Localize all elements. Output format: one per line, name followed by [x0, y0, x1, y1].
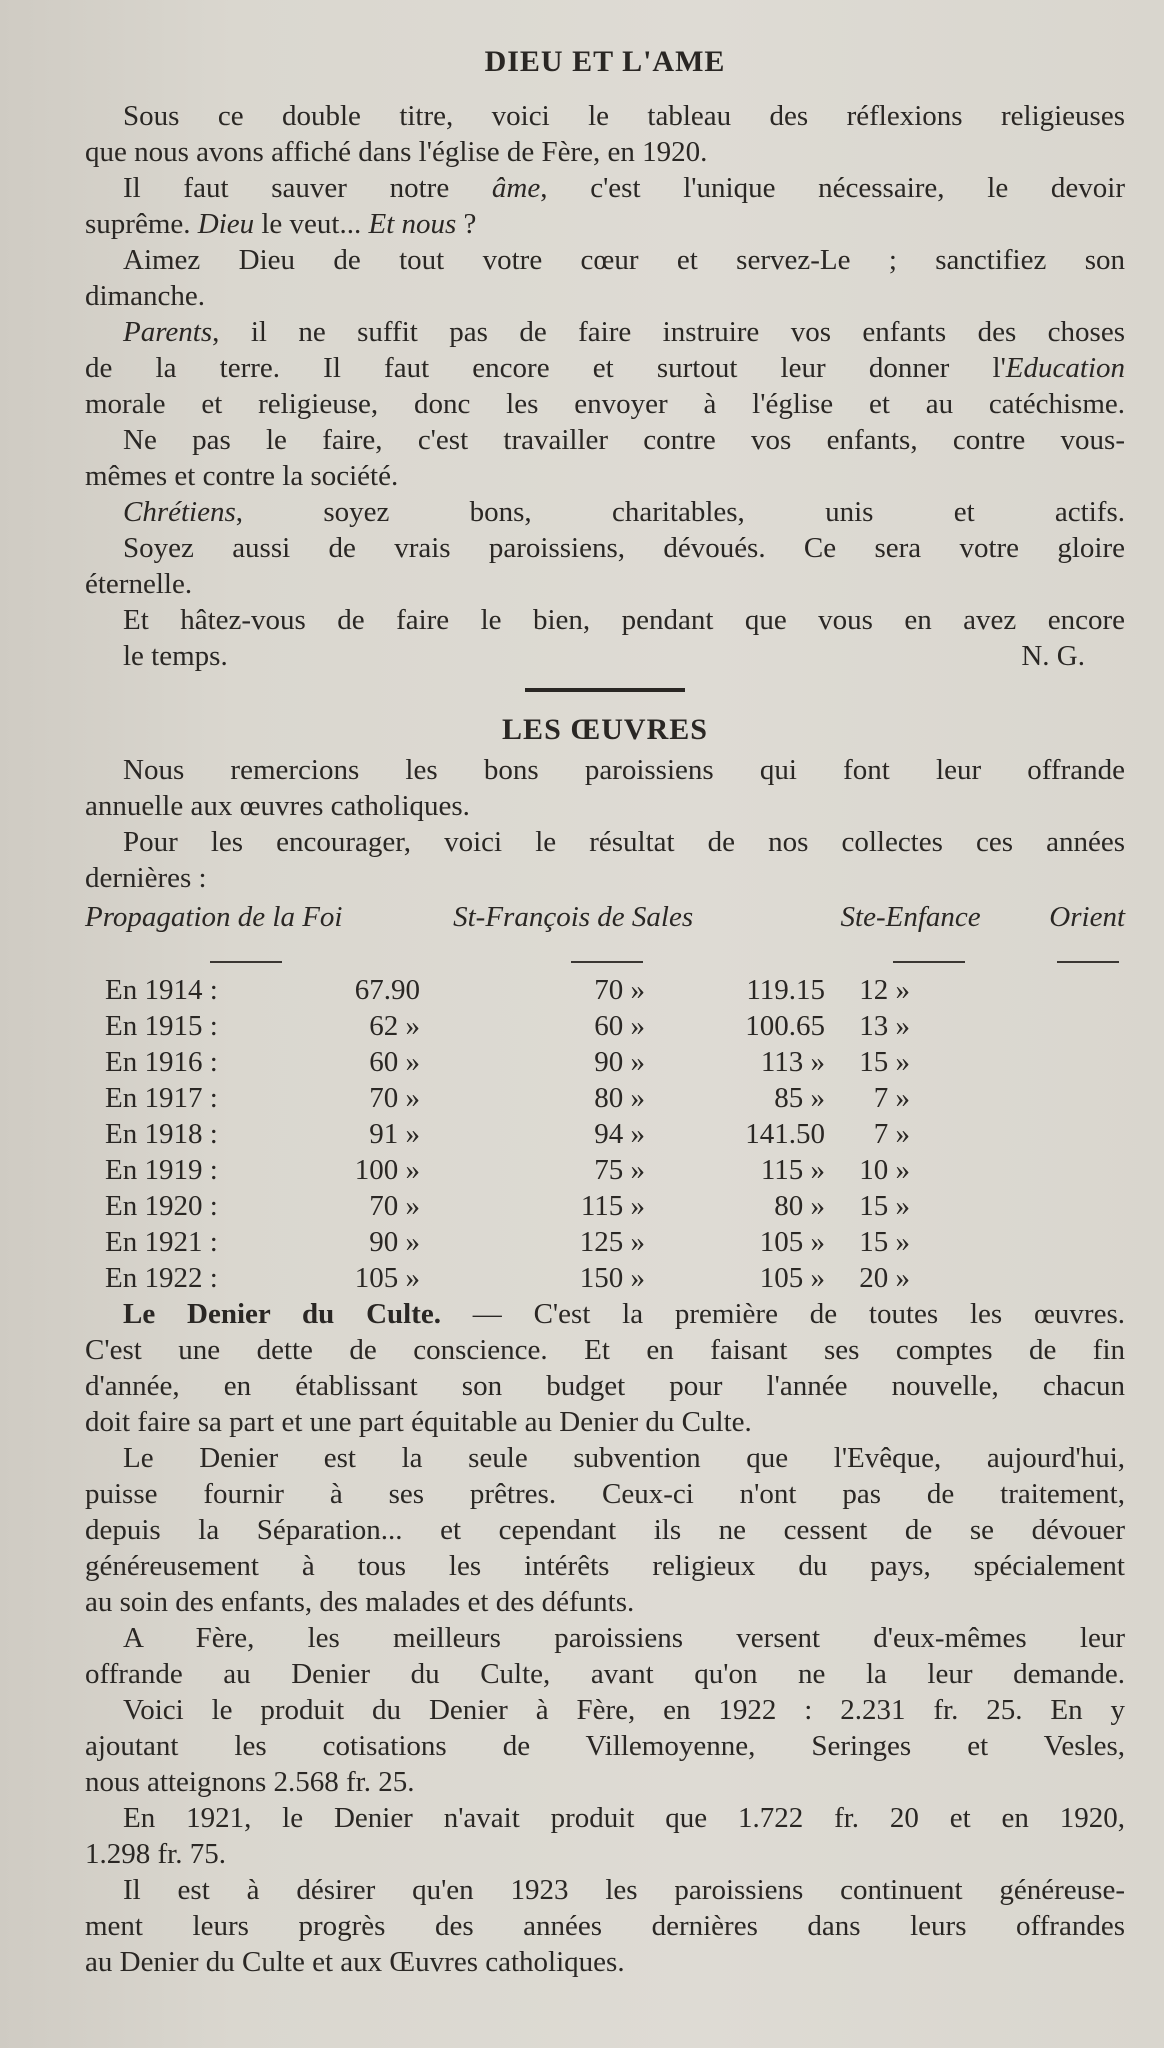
cell-value: 75 »: [594, 1153, 645, 1186]
cell-value: 105 »: [354, 1261, 420, 1294]
text-segment: puisse fournir à ses prêtres. Ceux-ci n'ont pas de traitement,: [85, 1478, 1125, 1510]
italic-text: Education: [1005, 352, 1125, 384]
year-label: En 1919 :: [105, 1153, 218, 1186]
text-segment: Pour les encourager, voici le résultat de nos collectes ces années: [123, 826, 1125, 858]
cell-value: 141.50: [745, 1117, 825, 1150]
text-segment: Aimez Dieu de tout votre cœur et servez-Le ; sanctifiez son: [123, 244, 1125, 276]
text-line: [85, 788, 1125, 824]
text-line: [85, 1620, 1125, 1656]
text-line: [85, 1404, 1125, 1440]
text-segment: , c'est l'unique nécessaire, le devoir: [540, 172, 1125, 204]
cell-value: 85 »: [774, 1081, 825, 1114]
text-segment: Il faut sauver notre: [123, 172, 492, 204]
text-segment: Ne pas le faire, c'est travailler contre vos enfants, contre vous-: [123, 424, 1125, 456]
year-label: En 1922 :: [105, 1261, 218, 1294]
text-line: [85, 134, 1125, 170]
text-segment: au Denier du Culte et aux Œuvres catholiques.: [85, 1946, 625, 1978]
text-segment: éternelle.: [85, 568, 193, 600]
column-header: Propagation de la Foi: [85, 900, 343, 933]
text-segment: dimanche.: [85, 280, 205, 312]
text-segment: le temps.: [123, 640, 228, 672]
cell-value: 20 »: [859, 1261, 910, 1294]
text-segment: le veut...: [254, 208, 369, 240]
cell-value: 115 »: [580, 1189, 645, 1222]
text-segment: , soyez bons, charitables, unis et actifs.: [235, 496, 1125, 528]
cell-value: 113 »: [760, 1045, 825, 1078]
section-title-les-oeuvres: LES ŒUVRES: [502, 713, 708, 746]
italic-text: Parents: [123, 316, 213, 348]
table-row: [85, 1224, 1125, 1260]
cell-value: 15 »: [859, 1189, 910, 1222]
text-segment: annuelle aux œuvres catholiques.: [85, 790, 470, 822]
cell-value: 91 »: [369, 1117, 420, 1150]
section-dieu-et-lame-text: [85, 98, 1125, 638]
year-label: En 1916 :: [105, 1045, 218, 1078]
text-line: [85, 860, 1125, 896]
text-segment: Nous remercions les bons paroissiens qui font leur offrande: [123, 754, 1125, 786]
cell-value: 60 »: [369, 1045, 420, 1078]
year-label: En 1915 :: [105, 1009, 218, 1042]
table-row: [85, 1260, 1125, 1296]
text-segment: Sous ce double titre, voici le tableau des réflexions religieuses: [123, 100, 1125, 132]
text-line: [85, 1908, 1125, 1944]
text-line: [85, 494, 1125, 530]
text-segment: dernières :: [85, 862, 207, 894]
cell-value: 60 »: [594, 1009, 645, 1042]
section-oeuvres-intro: [85, 752, 1125, 896]
text-segment: généreusement à tous les intérêts religieux du pays, spécialement: [85, 1550, 1125, 1582]
year-label: En 1914 :: [105, 973, 218, 1006]
text-segment: depuis la Séparation... et cependant ils ne cessent de se dévouer: [85, 1514, 1125, 1546]
cell-value: 80 »: [594, 1081, 645, 1114]
text-line: [85, 98, 1125, 134]
column-header: St-François de Sales: [453, 900, 694, 933]
cell-value: 13 »: [859, 1009, 910, 1042]
text-line: [85, 1728, 1125, 1764]
text-segment: de la terre. Il faut encore et surtout leur donner l': [85, 352, 1006, 384]
text-segment: C'est une dette de conscience. Et en faisant ses comptes de fin: [85, 1334, 1125, 1366]
italic-text: Et nous: [368, 208, 457, 240]
text-segment: suprême.: [85, 208, 198, 240]
text-line: [85, 566, 1125, 602]
text-line: [85, 1692, 1125, 1728]
text-segment: 1.298 fr. 75.: [85, 1838, 226, 1870]
cell-value: 15 »: [859, 1045, 910, 1078]
text-line: [85, 1548, 1125, 1584]
italic-text: Dieu: [197, 208, 255, 240]
divider-dash: [210, 961, 282, 963]
text-line: [85, 1656, 1125, 1692]
divider-dash: [893, 961, 965, 963]
section-denier-du-culte: [85, 1296, 1125, 1980]
cell-value: 90 »: [369, 1225, 420, 1258]
cell-value: 12 »: [859, 973, 910, 1006]
text-line: [85, 1872, 1125, 1908]
text-segment: Et hâtez-vous de faire le bien, pendant que vous en avez encore: [123, 604, 1125, 636]
text-line: [85, 1476, 1125, 1512]
text-segment: A Fère, les meilleurs paroissiens versent d'eux-mêmes leur: [123, 1622, 1125, 1654]
text-line: [85, 386, 1125, 422]
text-line: [85, 1368, 1125, 1404]
cell-value: 10 »: [859, 1153, 910, 1186]
text-line: [85, 1512, 1125, 1548]
cell-value: 7 »: [873, 1117, 910, 1150]
header-dash-row: [85, 936, 1125, 972]
signature: N. G.: [1021, 640, 1085, 672]
text-segment: Il est à désirer qu'en 1923 les paroissiens continuent généreuse-: [123, 1874, 1125, 1906]
cell-value: 70 »: [369, 1081, 420, 1114]
text-segment: que nous avons affiché dans l'église de Fère, en 1920.: [85, 136, 708, 168]
cell-value: 115 »: [760, 1153, 825, 1186]
year-label: En 1921 :: [105, 1225, 218, 1258]
text-segment: morale et religieuse, donc les envoyer à l'église et au catéchisme.: [85, 388, 1125, 420]
year-label: En 1917 :: [105, 1081, 218, 1114]
text-line: [85, 1836, 1125, 1872]
text-line: [85, 422, 1125, 458]
table-row: [85, 1188, 1125, 1224]
section-title-dieu-et-lame: DIEU ET L'AME: [484, 45, 726, 78]
table-row: [85, 1080, 1125, 1116]
text-segment: ajoutant les cotisations de Villemoyenne, Seringes et Vesles,: [85, 1730, 1125, 1762]
cell-value: 105 »: [759, 1261, 825, 1294]
text-segment: Soyez aussi de vrais paroissiens, dévoués. Ce sera votre gloire: [123, 532, 1125, 564]
section-divider: [525, 688, 685, 692]
text-line: [85, 752, 1125, 788]
cell-value: 119.15: [746, 973, 825, 1006]
text-line: [85, 1944, 1125, 1980]
cell-value: 100.65: [745, 1009, 825, 1042]
divider-dash: [1057, 961, 1119, 963]
cell-value: 125 »: [579, 1225, 645, 1258]
cell-value: 100 »: [354, 1153, 420, 1186]
text-line: [85, 824, 1125, 860]
cell-value: 15 »: [859, 1225, 910, 1258]
italic-text: âme: [491, 172, 541, 204]
table-row: [85, 972, 1125, 1008]
text-segment: offrande au Denier du Culte, avant qu'on ne la leur demande.: [85, 1658, 1125, 1690]
text-segment: doit faire sa part et une part équitable au Denier du Culte.: [85, 1406, 752, 1438]
cell-value: 150 »: [579, 1261, 645, 1294]
column-header: Orient: [1049, 900, 1125, 933]
text-line: [85, 1800, 1125, 1836]
column-header: Ste-Enfance: [840, 900, 981, 933]
cell-value: 70 »: [369, 1189, 420, 1222]
text-segment: au soin des enfants, des malades et des défunts.: [85, 1586, 635, 1618]
text-line: [85, 1332, 1125, 1368]
divider-dash: [571, 961, 643, 963]
text-line: [85, 638, 1125, 674]
cell-value: 7 »: [873, 1081, 910, 1114]
text-line: [85, 530, 1125, 566]
collections-table: [85, 898, 1125, 1296]
text-segment: Voici le produit du Denier à Fère, en 1922 : 2.231 fr. 25. En y: [123, 1694, 1125, 1726]
table-header-row: [85, 898, 1125, 936]
cell-value: 105 »: [759, 1225, 825, 1258]
text-line: [85, 242, 1125, 278]
text-segment: — C'est la première de toutes les œuvres.: [441, 1298, 1125, 1330]
table-row: [85, 1116, 1125, 1152]
text-line: [85, 206, 1125, 242]
text-line: [85, 170, 1125, 206]
text-segment: ment leurs progrès des années dernières dans leurs offrandes: [85, 1910, 1125, 1942]
cell-value: 62 »: [369, 1009, 420, 1042]
table-row: [85, 1008, 1125, 1044]
text-segment: ?: [456, 208, 477, 240]
table-row: [85, 1152, 1125, 1188]
text-line: [85, 1584, 1125, 1620]
cell-value: 94 »: [594, 1117, 645, 1150]
year-label: En 1918 :: [105, 1117, 218, 1150]
text-line: [85, 1764, 1125, 1800]
text-line: [85, 602, 1125, 638]
text-segment: nous atteignons 2.568 fr. 25.: [85, 1766, 415, 1798]
text-segment: , il ne suffit pas de faire instruire vos enfants des choses: [212, 316, 1125, 348]
run-in-heading: Le Denier du Culte.: [123, 1298, 441, 1330]
text-segment: Le Denier est la seule subvention que l'Evêque, aujourd'hui,: [123, 1442, 1125, 1474]
text-line: [85, 278, 1125, 314]
text-segment: En 1921, le Denier n'avait produit que 1.722 fr. 20 et en 1920,: [123, 1802, 1125, 1834]
text-line: [85, 314, 1125, 350]
year-label: En 1920 :: [105, 1189, 218, 1222]
text-segment: d'année, en établissant son budget pour l'année nouvelle, chacun: [85, 1370, 1125, 1402]
cell-value: 70 »: [594, 973, 645, 1006]
table-row: [85, 1044, 1125, 1080]
text-line: [85, 1440, 1125, 1476]
cell-value: 67.90: [354, 973, 420, 1006]
cell-value: 80 »: [774, 1189, 825, 1222]
document-page: [85, 40, 1125, 1980]
text-line: [85, 458, 1125, 494]
text-line: [85, 1296, 1125, 1332]
text-line: [85, 350, 1125, 386]
italic-text: Chrétiens: [123, 496, 236, 528]
text-segment: mêmes et contre la société.: [85, 460, 399, 492]
cell-value: 90 »: [594, 1045, 645, 1078]
